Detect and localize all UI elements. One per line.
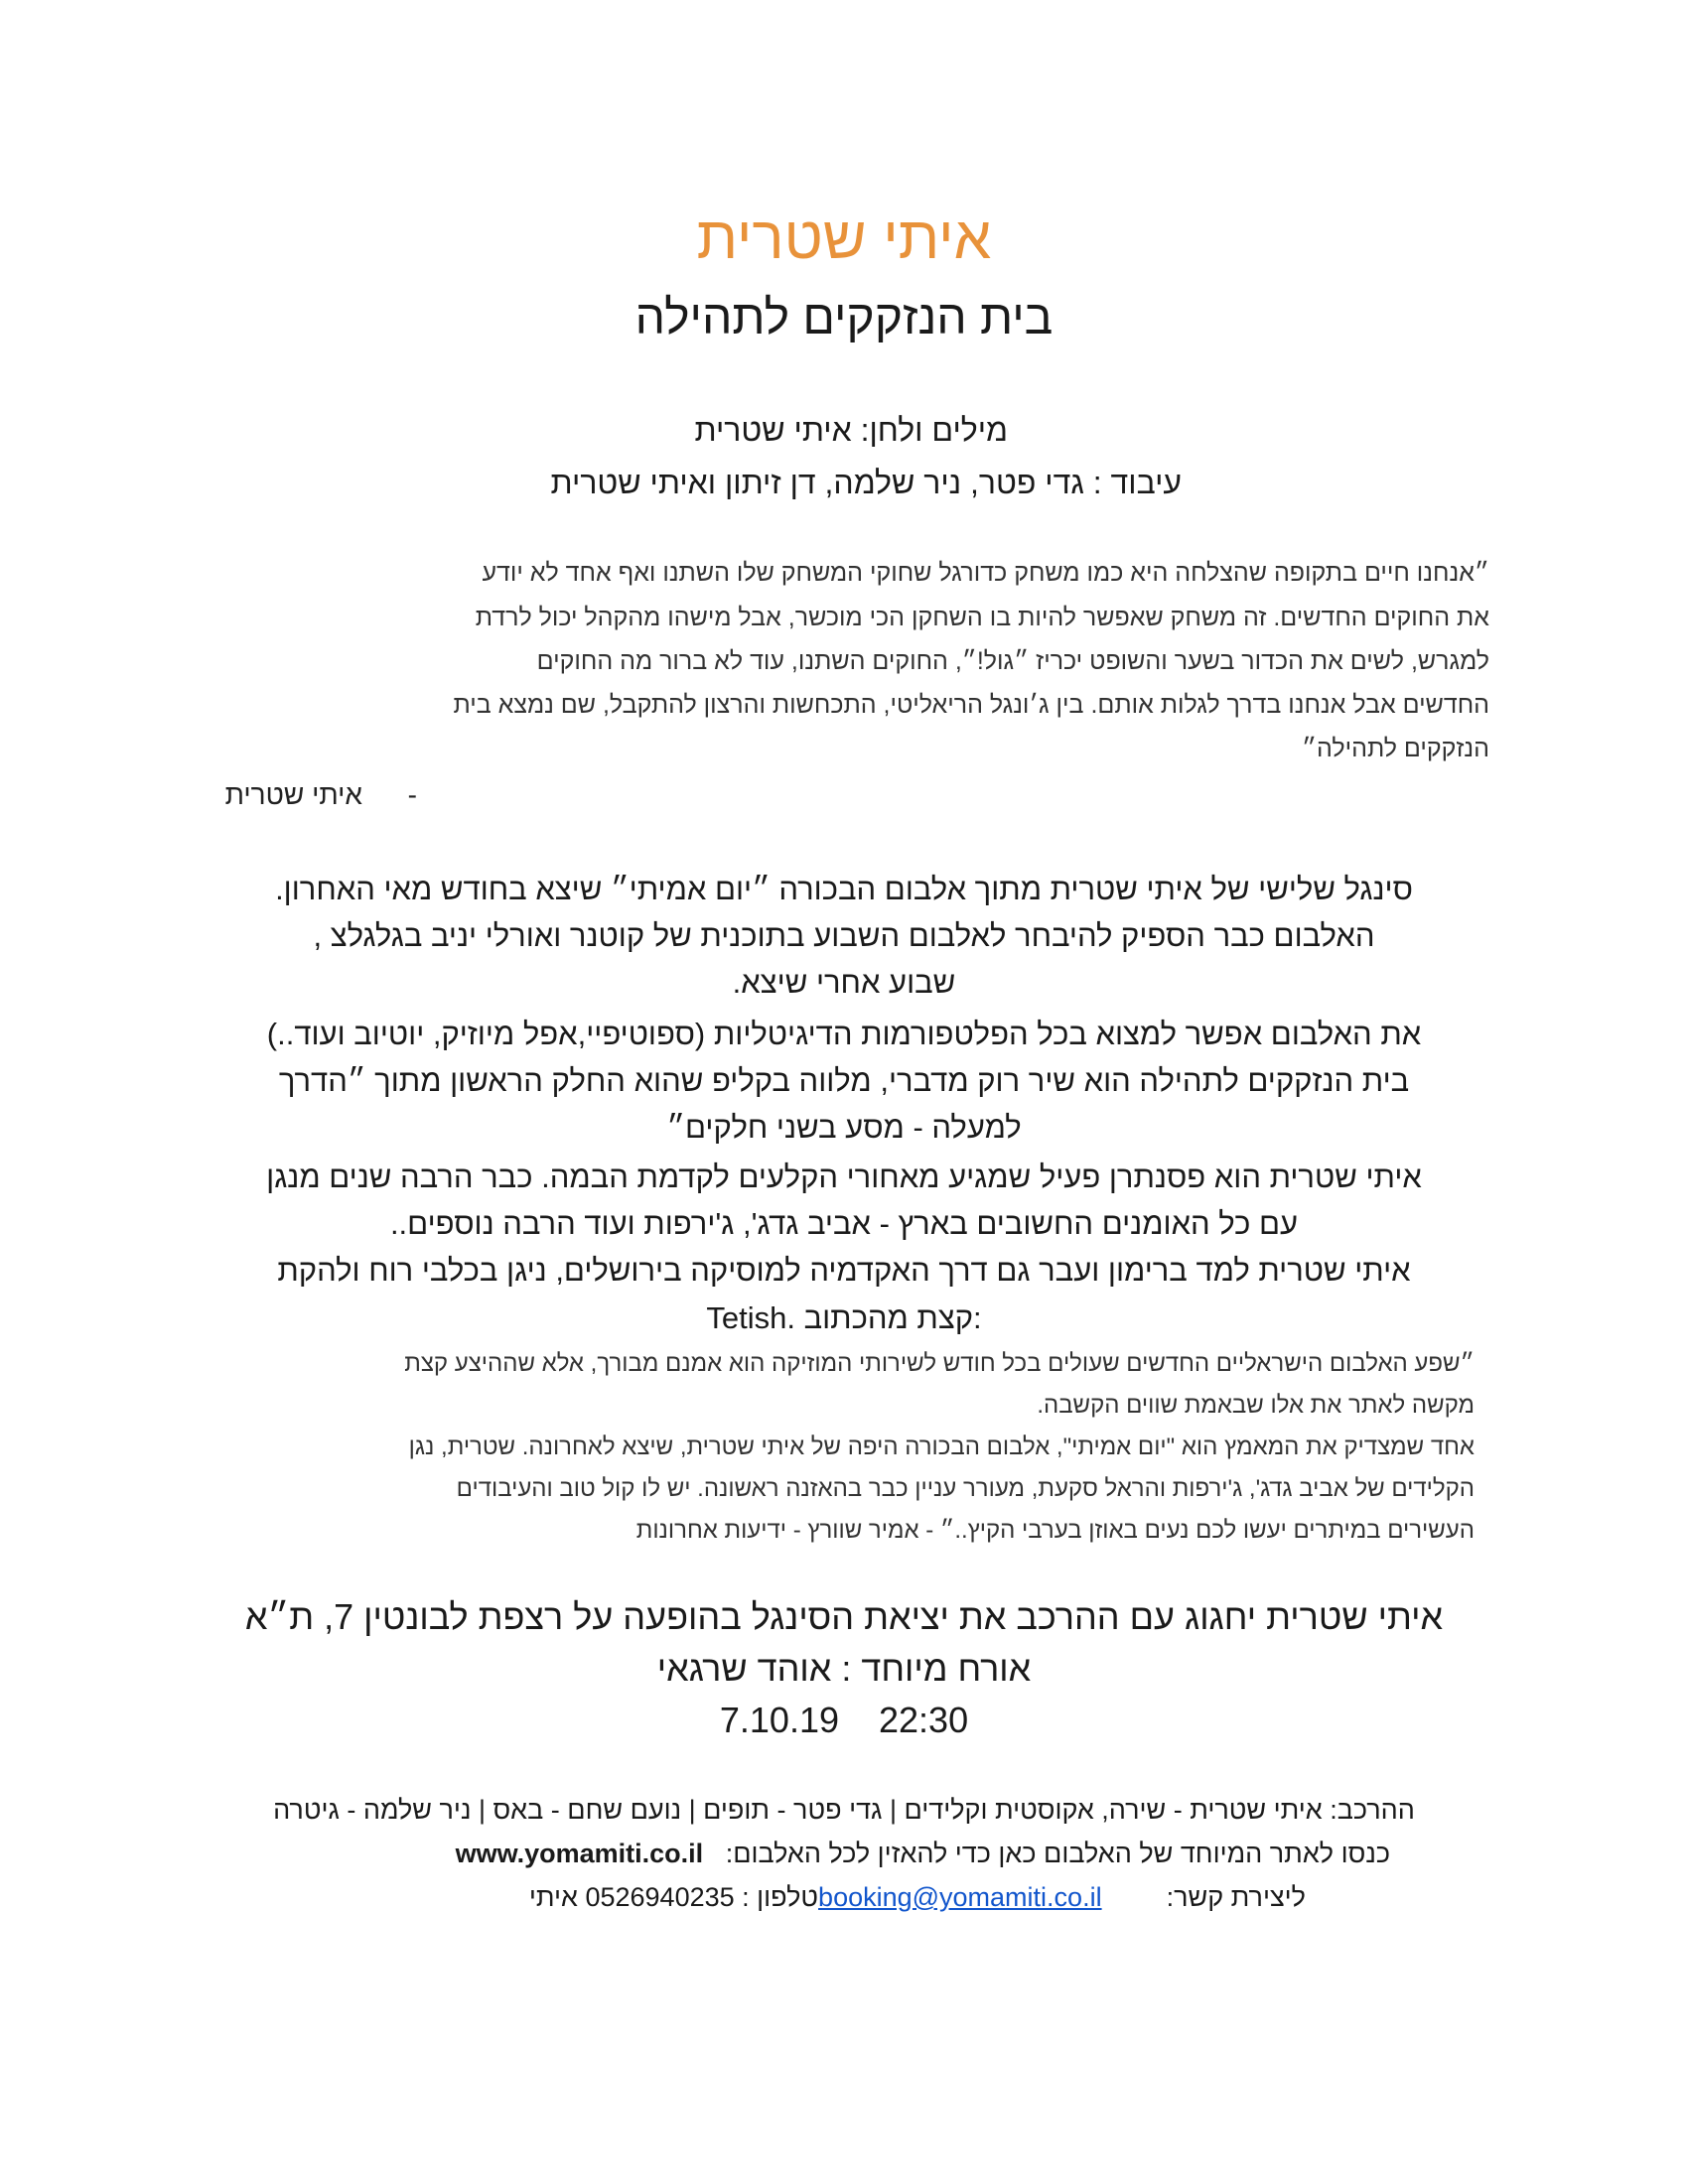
site-line <box>456 1839 1390 1869</box>
arrangement-credit: עיבוד : גדי פטר, ניר שלמה, דן זיתון ואיתי שטרית <box>550 465 1182 500</box>
review-line: מקשה לאתר את אלו שבאמת שווים הקשבה. <box>1037 1392 1475 1419</box>
contact-line <box>529 1882 1306 1913</box>
event-time: 22:30 <box>879 1700 969 1740</box>
attribution-dash: - <box>407 779 417 810</box>
about-line: סינגל שלישי של איתי שטרית מתוך אלבום הבכורה ״יום אמיתי״ שיצא בחודש מאי האחרון. <box>275 872 1413 906</box>
quote-attribution: איתי שטרית <box>224 779 362 810</box>
words-music-credit: מילים ולחן: איתי שטרית <box>694 412 1008 448</box>
song-title: בית הנזקקים לתהילה <box>634 292 1054 344</box>
site-text: כנסו לאתר המיוחד של האלבום כאן כדי להאזין לכל האלבום: <box>725 1839 1390 1868</box>
about-line: האלבום כבר הספיק להיבחר לאלבום השבוע בתוכנית של קוטנר ואורלי יניב בגלגלצ , <box>313 918 1375 953</box>
site-url-link[interactable]: www.yomamiti.co.il <box>455 1839 704 1868</box>
phone-label: טלפון : <box>742 1882 819 1912</box>
event-date: 7.10.19 <box>719 1700 839 1740</box>
about-line: למעלה - מסע בשני חלקים״ <box>666 1110 1022 1145</box>
phone-number: 0526940235 <box>585 1882 735 1912</box>
about-line: איתי שטרית הוא פסנתרן פעיל שמגיע מאחורי הקלעים לקדמת הבמה. כבר הרבה שנים מנגן <box>266 1160 1422 1194</box>
quote-line: למגרש, לשים את הכדור בשער והשופט יכריז ״גול!״, החוקים השתנו, עוד לא ברור מה החוקים <box>536 647 1489 675</box>
event-headline: איתי שטרית יחגוג עם ההרכב את יציאת הסינגל בהופעה על רצפת לבונטין 7, ת״א <box>244 1596 1444 1637</box>
phone-contact-name: איתי <box>528 1882 578 1912</box>
about-line: Tetish. קצת מהכתוב: <box>706 1300 982 1335</box>
lineup: ההרכב: איתי שטרית - שירה, אקוסטית וקלידים | גדי פטר - תופים | נועם שחם - באס | ניר שלמה - גיטרה <box>273 1795 1415 1825</box>
event-guest: אורח מיוחד : אוהד שרגאי <box>656 1648 1032 1689</box>
review-line: ״שפע האלבום הישראליים החדשים שעולים בכל חודש לשירותי המוזיקה הוא אמנם מבורך, אלא שההיצע קצת <box>404 1350 1475 1377</box>
email-link[interactable]: booking@yomamiti.co.il <box>818 1882 1102 1912</box>
about-line: שבוע אחרי שיצא. <box>732 965 956 1000</box>
quote-line: את החוקים החדשים. זה משחק שאפשר להיות בו השחקן הכי מוכשר, אבל מישהו מהקהל יכול לרדת <box>475 604 1489 631</box>
artist-title: איתי שטרית <box>696 205 992 271</box>
review-line: הקלידים של אביב גדג', ג'ירפות והראל סקעת, מעורר עניין כבר בהאזנה ראשונה. יש לו קול טוב והעיבודים <box>456 1475 1475 1502</box>
about-line: איתי שטרית למד ברימון ועבר גם דרך האקדמיה למוסיקה בירושלים, ניגן בכלבי רוח ולהקת <box>277 1253 1411 1288</box>
about-line: את האלבום אפשר למצוא בכל הפלטפורמות הדיגיטליות (ספוטיפיי,אפל מיוזיק, יוטיוב ועוד..) <box>266 1017 1422 1051</box>
quote-line: החדשים אבל אנחנו בדרך לגלות אותם. בין ג׳ונגל הריאליטי, התכחשות והרצון להתקבל, שם נמצא בית <box>453 691 1489 719</box>
review-line: אחד שמצדיק את המאמץ הוא "יום אמיתי", אלבום הבכורה היפה של איתי שטרית, שיצא לאחרונה. שטרית, נגן <box>408 1433 1475 1460</box>
event-datetime <box>0 1700 1688 1741</box>
contact-label: ליצירת קשר: <box>1166 1882 1306 1912</box>
quote-line: ״אנחנו חיים בתקופה שהצלחה היא כמו משחק כדורגל שחוקי המשחק שלו השתנו ואף אחד לא יודע <box>482 559 1489 587</box>
quote-line: הנזקקים לתהילה״ <box>1301 735 1489 762</box>
about-line: עם כל האומנים החשובים בארץ - אביב גדג', ג'ירפות ועוד הרבה נוספים.. <box>389 1206 1299 1241</box>
about-line: בית הנזקקים לתהילה הוא שיר רוק מדברי, מלווה בקליפ שהוא החלק הראשון מתוך ״הדרך <box>278 1063 1410 1098</box>
review-line: העשירים במיתרים יעשו לכם נעים באוזן בערבי הקיץ..״ - אמיר שוורץ - ידיעות אחרונות <box>635 1517 1475 1544</box>
